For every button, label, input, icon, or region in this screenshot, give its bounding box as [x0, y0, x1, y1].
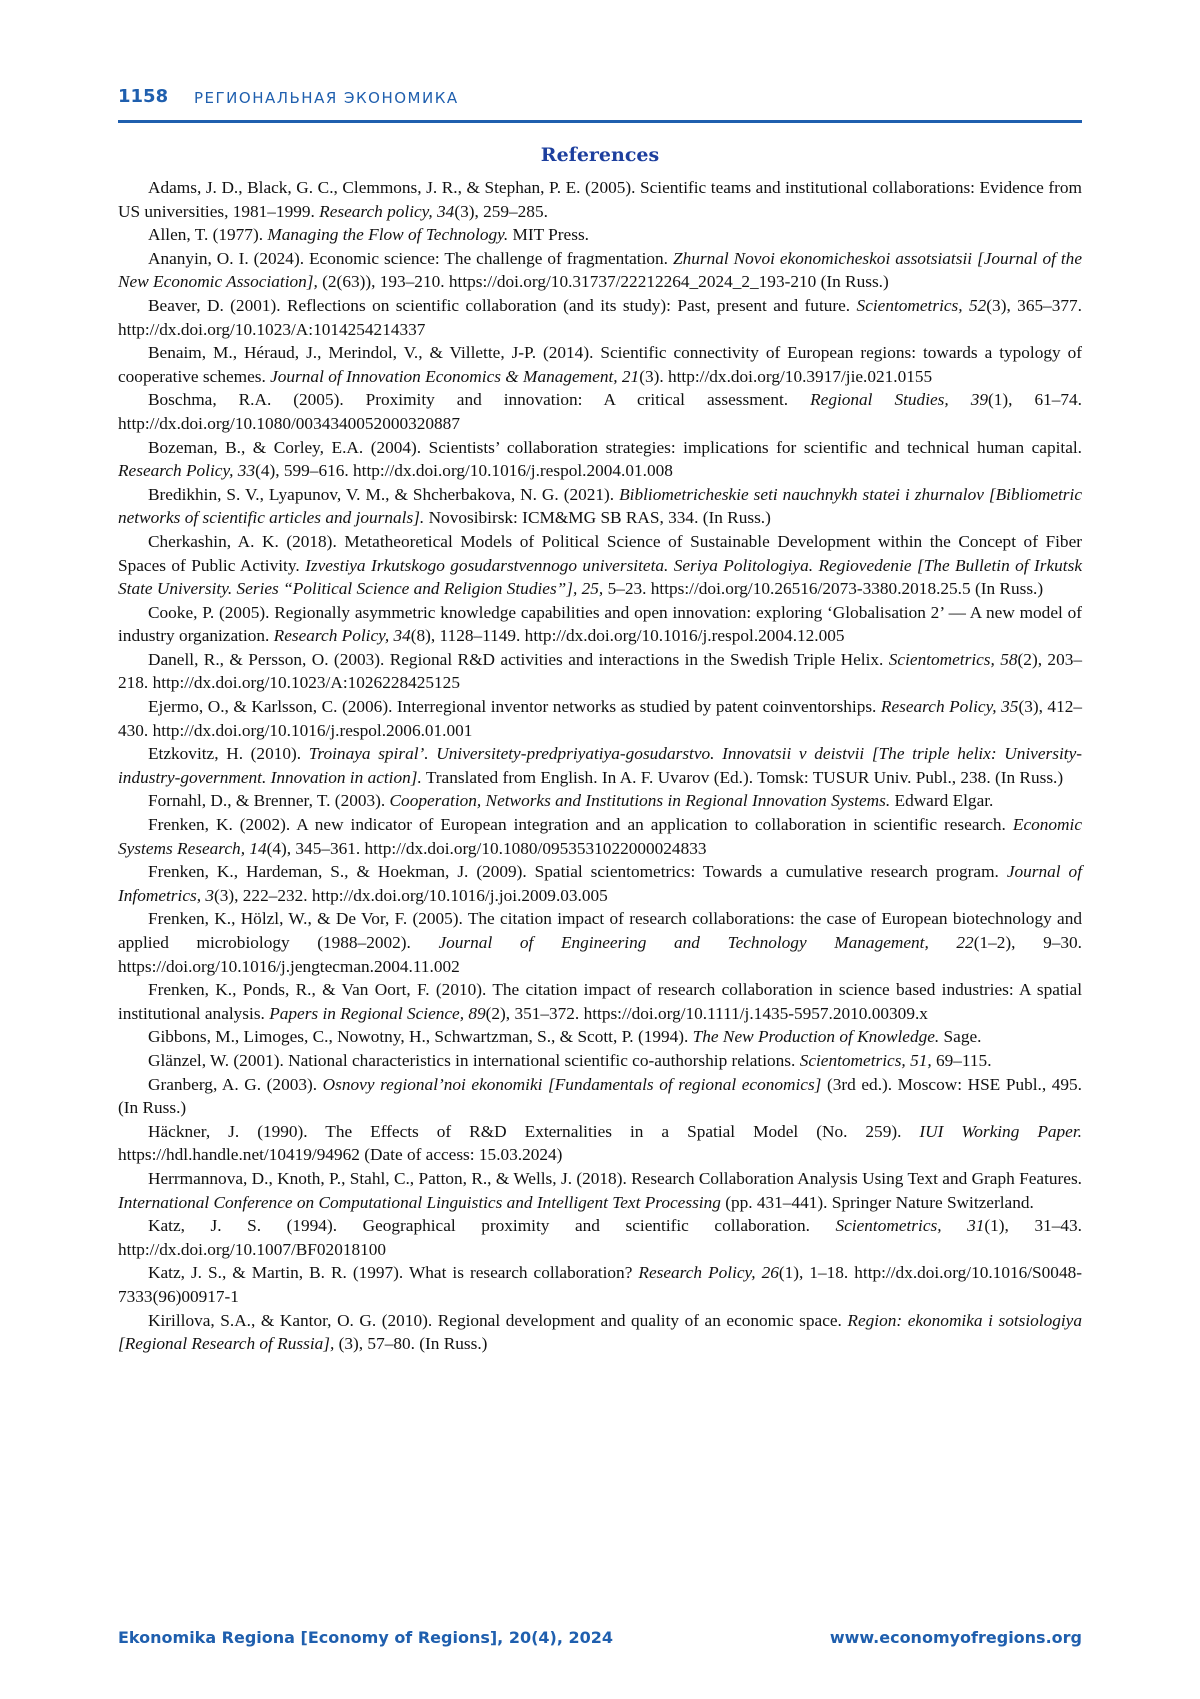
reference-text: (3), 222–232. http://dx.doi.org/10.1016/j.joi.2009.03.005 — [214, 886, 608, 905]
reference-text: Boschma, R.A. (2005). Proximity and innovation: A critical assessment. — [148, 390, 810, 409]
reference-item — [118, 601, 1082, 648]
reference-item — [118, 1049, 1082, 1073]
reference-source: IUI Working Paper. — [919, 1122, 1082, 1141]
reference-item — [118, 388, 1082, 435]
reference-text: https://hdl.handle.net/10419/94962 (Date of access: 15.03.2024) — [118, 1145, 562, 1164]
reference-item — [118, 860, 1082, 907]
reference-source: The New Production of Knowledge. — [693, 1027, 940, 1046]
reference-text: Gibbons, M., Limoges, C., Nowotny, H., Schwartzman, S., & Scott, P. (1994). — [148, 1027, 693, 1046]
reference-item — [118, 789, 1082, 813]
reference-text: Translated from English. In A. F. Uvarov (Ed.). Tomsk: TUSUR Univ. Publ., 238. (In Russ.) — [422, 768, 1063, 787]
reference-text: Glänzel, W. (2001). National characteristics in international scientific co-authorship relations. — [148, 1051, 800, 1070]
reference-text: (8), 1128–1149. http://dx.doi.org/10.1016/j.respol.2004.12.005 — [411, 626, 845, 645]
reference-item — [118, 1120, 1082, 1167]
reference-text: Fornahl, D., & Brenner, T. (2003). — [148, 791, 390, 810]
reference-item — [118, 1167, 1082, 1214]
reference-text: Frenken, K., Hardeman, S., & Hoekman, J. (2009). Spatial scientometrics: Towards a cumulative research program. — [148, 862, 1007, 881]
reference-source: Research Policy, 26 — [638, 1263, 778, 1282]
reference-source: Research Policy, 34 — [274, 626, 411, 645]
reference-source: Regional Studies, 39 — [810, 390, 988, 409]
reference-text: (2), 351–372. https://doi.org/10.1111/j.1435-5957.2010.00309.x — [486, 1004, 928, 1023]
reference-text: (3), 365–377. http://dx.doi.org/10.1023/A:1014254214337 — [118, 296, 1082, 339]
reference-text: Allen, T. (1977). — [148, 225, 267, 244]
reference-text: (1), 1–18. http://dx.doi.org/10.1016/S0048-7333(96)00917-1 — [118, 1263, 1082, 1306]
reference-text: Cherkashin, A. K. (2018). Metatheoretical Models of Political Science of Sustainable Development within the Concept of Fiber Spaces of Public Activity. — [118, 532, 1082, 575]
reference-source: Zhurnal Novoi ekonomicheskoi assotsiatsii [Journal of the New Economic Association], — [118, 249, 1082, 292]
reference-source: Izvestiya Irkutskogo gosudarstvennogo universiteta. Seriya Politologiya. Regiovedenie [The Bulletin of Irkutsk State University. Series “Political Science and Religion Studies”], 25, — [118, 556, 1082, 599]
reference-item — [118, 176, 1082, 223]
reference-text: Katz, J. S., & Martin, B. R. (1997). What is research collaboration? — [148, 1263, 638, 1282]
reference-text: (3), 259–285. — [454, 202, 548, 221]
reference-source: Research Policy, 35 — [881, 697, 1019, 716]
reference-text: (3rd ed.). Moscow: HSE Publ., 495. (In Russ.) — [118, 1075, 1082, 1118]
reference-text: (3), 412–430. http://dx.doi.org/10.1016/j.respol.2006.01.001 — [118, 697, 1082, 740]
reference-text: (4), 599–616. http://dx.doi.org/10.1016/j.respol.2004.01.008 — [255, 461, 673, 480]
reference-text: MIT Press. — [508, 225, 589, 244]
reference-item — [118, 483, 1082, 530]
reference-source: Region: ekonomika i sotsiologiya [Regional Research of Russia], — [118, 1311, 1082, 1354]
reference-item — [118, 742, 1082, 789]
reference-source: Journal of Innovation Economics & Management, 21 — [270, 367, 639, 386]
footer-journal: Ekonomika Regiona [Economy of Regions], 20(4), 2024 — [118, 1628, 613, 1647]
reference-text: Ananyin, O. I. (2024). Economic science: The challenge of fragmentation. — [148, 249, 673, 268]
reference-text: Etzkovitz, H. (2010). — [148, 744, 309, 763]
reference-source: Bibliometricheskie seti nauchnykh statei i zhurnalov [Bibliometric networks of scientific articles and journals]. — [118, 485, 1082, 528]
reference-text: (2(63)), 193–210. https://doi.org/10.31737/22212264_2024_2_193-210 (In Russ.) — [318, 272, 889, 291]
reference-source: Papers in Regional Science, 89 — [269, 1004, 485, 1023]
reference-source: Economic Systems Research, 14 — [118, 815, 1082, 858]
reference-source: Research policy, 34 — [319, 202, 454, 221]
reference-text: Frenken, K. (2002). A new indicator of European integration and an application to collaboration in scientific research. — [148, 815, 1013, 834]
reference-text: Frenken, K., Ponds, R., & Van Oort, F. (2010). The citation impact of research collaboration in science based industries: A spatial institutional analysis. — [118, 980, 1082, 1023]
reference-item — [118, 341, 1082, 388]
reference-text: (4), 345–361. http://dx.doi.org/10.1080/0953531022000024833 — [267, 839, 707, 858]
reference-source: Troinaya spiral’. Universitety-predpriyatiya-gosudarstvo. Innovatsii v deistvii [The triple helix: University-industry-government. Innovation in action]. — [118, 744, 1082, 787]
reference-source: Cooperation, Networks and Institutions in Regional Innovation Systems. — [390, 791, 891, 810]
references-list — [118, 176, 1082, 1356]
reference-text: (3), 57–80. (In Russ.) — [334, 1334, 487, 1353]
reference-item — [118, 695, 1082, 742]
reference-text: Frenken, K., Hölzl, W., & De Vor, F. (2005). The citation impact of research collaborations: the case of European biotechnology and applied microbiology (1988–2002). — [118, 909, 1082, 952]
reference-text: (2), 203–218. http://dx.doi.org/10.1023/A:1026228425125 — [118, 650, 1082, 693]
reference-text: Adams, J. D., Black, G. C., Clemmons, J. R., & Stephan, P. E. (2005). Scientific teams and institutional collaborations: Evidence from US universities, 1981–1999. — [118, 178, 1082, 221]
reference-source: Journal of Infometrics, 3 — [118, 862, 1082, 905]
reference-text: (1), 61–74. http://dx.doi.org/10.1080/0034340052000320887 — [118, 390, 1082, 433]
reference-text: Kirillova, S.A., & Kantor, O. G. (2010). Regional development and quality of an economic space. — [148, 1311, 847, 1330]
page-header — [118, 84, 1082, 123]
reference-item — [118, 530, 1082, 601]
reference-source: Scientometrics, 58 — [889, 650, 1018, 669]
reference-text: Ejermo, O., & Karlsson, C. (2006). Interregional inventor networks as studied by patent coinventorships. — [148, 697, 881, 716]
reference-text: Bozeman, B., & Corley, E.A. (2004). Scientists’ collaboration strategies: implications for scientific and technical human capital. — [148, 438, 1082, 457]
journal-title-header: РЕГИОНАЛЬНАЯ ЭКОНОМИКА — [194, 89, 459, 107]
reference-item — [118, 1073, 1082, 1120]
reference-item — [118, 436, 1082, 483]
reference-text: Edward Elgar. — [890, 791, 993, 810]
reference-item — [118, 294, 1082, 341]
reference-source: Research Policy, 33 — [118, 461, 255, 480]
reference-source: Scientometrics, 31 — [835, 1216, 984, 1235]
reference-text: Beaver, D. (2001). Reflections on scientific collaboration (and its study): Past, present and future. — [148, 296, 857, 315]
reference-text: 5–23. https://doi.org/10.26516/2073-3380.2018.25.5 (In Russ.) — [603, 579, 1043, 598]
reference-text: (1), 31–43. http://dx.doi.org/10.1007/BF02018100 — [118, 1216, 1082, 1259]
reference-text: Danell, R., & Persson, O. (2003). Regional R&D activities and interactions in the Swedish Triple Helix. — [148, 650, 889, 669]
reference-source: Managing the Flow of Technology. — [267, 225, 508, 244]
reference-text: Herrmannova, D., Knoth, P., Stahl, C., Patton, R., & Wells, J. (2018). Research Collaboration Analysis Using Text and Graph Features. — [148, 1169, 1082, 1188]
reference-source: Scientometrics, 52 — [857, 296, 987, 315]
reference-item — [118, 1309, 1082, 1356]
reference-item — [118, 813, 1082, 860]
reference-text: (3). http://dx.doi.org/10.3917/jie.021.0155 — [639, 367, 932, 386]
reference-text: Häckner, J. (1990). The Effects of R&D Externalities in a Spatial Model (No. 259). — [148, 1122, 919, 1141]
reference-text: (1–2), 9–30. https://doi.org/10.1016/j.jengtecman.2004.11.002 — [118, 933, 1082, 976]
reference-item — [118, 1261, 1082, 1308]
reference-text: Sage. — [939, 1027, 981, 1046]
reference-item — [118, 1025, 1082, 1049]
reference-item — [118, 978, 1082, 1025]
reference-text: Katz, J. S. (1994). Geographical proximity and scientific collaboration. — [148, 1216, 835, 1235]
page-number: 1158 — [118, 86, 168, 107]
reference-source: International Conference on Computational Linguistics and Intelligent Text Processing — [118, 1193, 721, 1212]
reference-source: Scientometrics, 51, — [800, 1051, 932, 1070]
reference-source: Journal of Engineering and Technology Management, 22 — [438, 933, 973, 952]
reference-text: Novosibirsk: ICM&MG SB RAS, 334. (In Russ.) — [424, 508, 771, 527]
reference-item — [118, 247, 1082, 294]
reference-item — [118, 648, 1082, 695]
reference-text: (pp. 431–441). Springer Nature Switzerland. — [721, 1193, 1034, 1212]
footer-website[interactable]: www.economyofregions.org — [830, 1628, 1082, 1647]
reference-item — [118, 907, 1082, 978]
page-footer — [118, 1628, 1082, 1652]
reference-source: Osnovy regional’noi ekonomiki [Fundamentals of regional economics] — [323, 1075, 822, 1094]
reference-text: Granberg, A. G. (2003). — [148, 1075, 323, 1094]
reference-text: 69–115. — [932, 1051, 992, 1070]
reference-text: Benaim, M., Héraud, J., Merindol, V., & Villette, J-P. (2014). Scientific connectivity of European regions: towards a typology of cooperative schemes. — [118, 343, 1082, 386]
reference-item — [118, 1214, 1082, 1261]
reference-text: Bredikhin, S. V., Lyapunov, V. M., & Shcherbakova, N. G. (2021). — [148, 485, 619, 504]
reference-item — [118, 223, 1082, 247]
reference-text: Cooke, P. (2005). Regionally asymmetric knowledge capabilities and open innovation: exploring ‘Globalisation 2’ — A new model of industry organization. — [118, 603, 1082, 646]
section-title: References — [118, 144, 1082, 166]
